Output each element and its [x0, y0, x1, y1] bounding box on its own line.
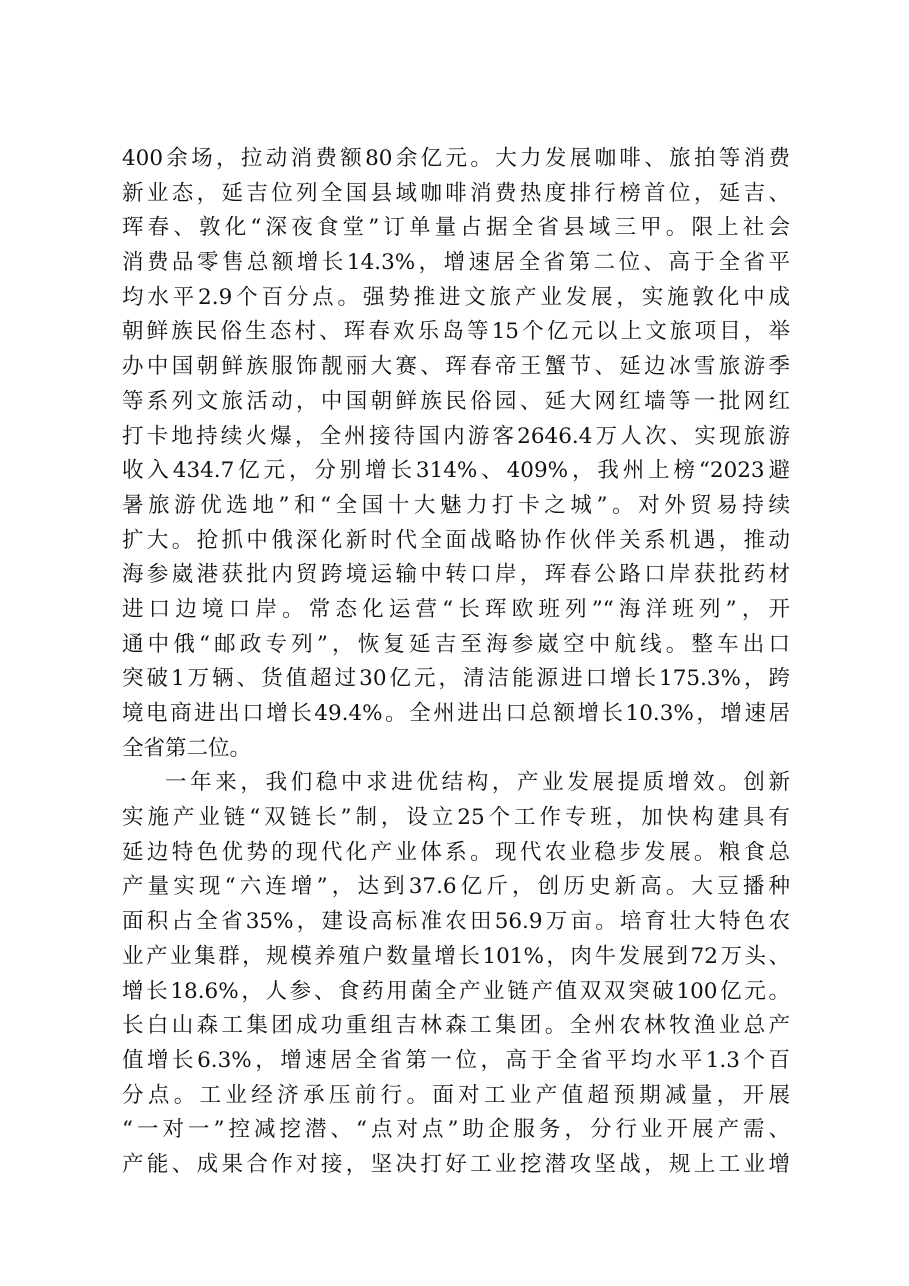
text-line-25: 增长18.6%，人参、食药用菌全产业链产值双双突破100亿元。 [122, 978, 790, 1004]
text-line-13: 海参崴港获批内贸跨境运输中转口岸，珲春公路口岸获批药材 [122, 562, 790, 588]
text-line-29: “一对一”控减挖潜、“点对点”助企服务，分行业开展产需、 [122, 1117, 790, 1143]
text-line-16: 突破1万辆、货值超过30亿元，清洁能源进口增长175.3%，跨 [122, 666, 790, 692]
text-line-14: 进口边境口岸。常态化运营“长珲欧班列”“海洋班列”，开 [122, 596, 790, 622]
text-line-19: 一年来，我们稳中求进优结构，产业发展提质增效。创新 [165, 770, 790, 796]
text-line-12: 扩大。抢抓中俄深化新时代全面战略协作伙伴关系机遇，推动 [122, 527, 790, 553]
text-line-18: 全省第二位。 [122, 735, 252, 761]
text-line-27: 值增长6.3%，增速居全省第一位，高于全省平均水平1.3个百 [122, 1047, 790, 1073]
text-line-15: 通中俄“邮政专列”，恢复延吉至海参崴空中航线。整车出口 [122, 631, 790, 657]
text-line-24: 业产业集群，规模养殖户数量增长101%，肉牛发展到72万头、 [122, 943, 790, 969]
text-line-21: 延边特色优势的现代化产业体系。现代农业稳步发展。粮食总 [122, 839, 790, 865]
text-line-22: 产量实现“六连增”，达到37.6亿斤，创历史新高。大豆播种 [122, 874, 790, 900]
text-line-30: 产能、成果合作对接，坚决打好工业挖潜攻坚战，规上工业增 [122, 1151, 790, 1177]
text-line-26: 长白山森工集团成功重组吉林森工集团。全州农林牧渔业总产 [122, 1013, 790, 1039]
text-line-7: 办中国朝鲜族服饰靓丽大赛、珲春帝王蟹节、延边冰雪旅游季 [122, 354, 790, 380]
text-line-9: 打卡地持续火爆，全州接待国内游客2646.4万人次、实现旅游 [122, 423, 790, 449]
text-line-20: 实施产业链“双链长”制，设立25个工作专班，加快构建具有 [122, 805, 790, 831]
text-line-3: 珲春、敦化“深夜食堂”订单量占据全省县域三甲。限上社会 [122, 215, 790, 241]
text-line-1: 400余场，拉动消费额80余亿元。大力发展咖啡、旅拍等消费 [122, 146, 790, 171]
text-line-17: 境电商进出口增长49.4%。全州进出口总额增长10.3%，增速居 [122, 701, 790, 726]
text-line-11: 暑旅游优选地”和“全国十大魅力打卡之城”。对外贸易持续 [122, 492, 790, 518]
text-line-6: 朝鲜族民俗生态村、珲春欢乐岛等15个亿元以上文旅项目，举 [122, 319, 790, 345]
text-line-28: 分点。工业经济承压前行。面对工业产值超预期减量，开展 [122, 1082, 790, 1108]
text-line-2: 新业态，延吉位列全国县域咖啡消费热度排行榜首位，延吉、 [122, 180, 790, 206]
text-line-8: 等系列文旅活动，中国朝鲜族民俗园、延大网红墙等一批网红 [122, 388, 790, 414]
text-line-10: 收入434.7亿元，分别增长314%、409%，我州上榜“2023避 [122, 458, 790, 484]
text-line-23: 面积占全省35%，建设高标准农田56.9万亩。培育壮大特色农 [122, 909, 790, 935]
body-text [122, 142, 790, 1183]
text-line-5: 均水平2.9个百分点。强势推进文旅产业发展，实施敦化中成 [122, 284, 790, 310]
text-line-4: 消费品零售总额增长14.3%，增速居全省第二位、高于全省平 [122, 250, 790, 276]
